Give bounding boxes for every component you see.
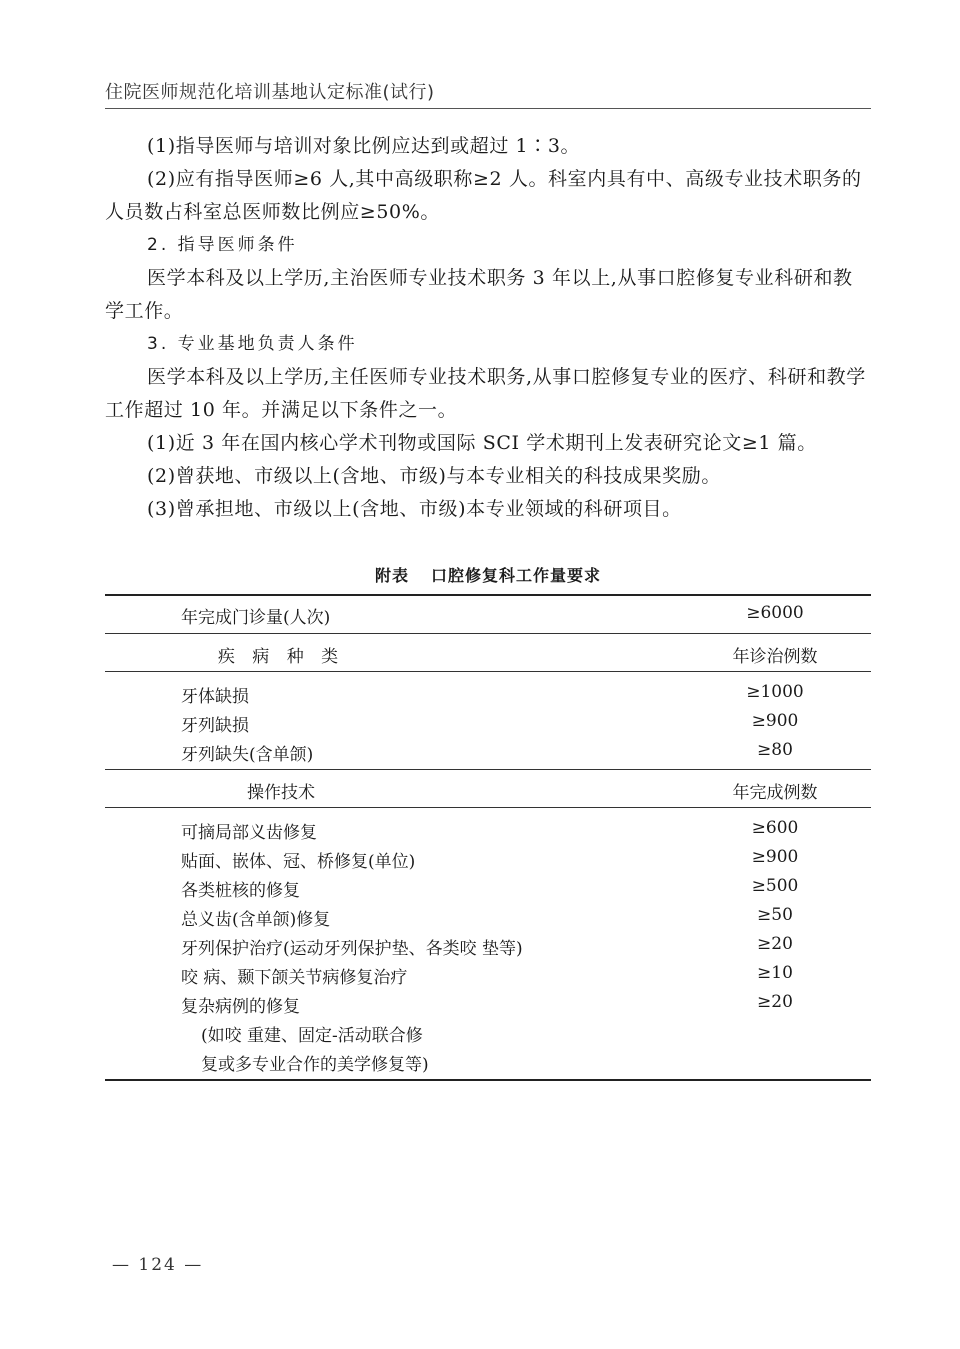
disease-count: ≥900 [751, 711, 799, 731]
technique-count: ≥10 [757, 963, 793, 983]
disease-type-header: 疾 病 种 类 [217, 647, 345, 667]
table-row [105, 843, 871, 872]
table-row [105, 959, 871, 988]
complex-case-note: 复或多专业合作的美学修复等) [201, 1055, 429, 1075]
section-heading-3: 3. 专业基地负责人条件 [147, 334, 358, 354]
disease-group [105, 672, 871, 769]
annual-visits-value: ≥6000 [746, 603, 804, 623]
table-caption [105, 563, 871, 586]
technique-name: 可摘局部义齿修复 [181, 823, 317, 843]
table-row [105, 707, 871, 736]
paragraph-staff: (2)应有指导医师≥6 人,其中高级职称≥2 人。科室内具有中、高级专业技术职务的人员数占科室总医师数比例应≥50%。 [105, 168, 862, 223]
page-number: — 124 — [112, 1255, 204, 1275]
paragraph-condition-3: (3)曾承担地、市级以上(含地、市级)本专业领域的科研项目。 [147, 498, 682, 520]
complex-case-note-line [105, 1046, 871, 1075]
technique-group [105, 808, 871, 1079]
technique-name: 牙列保护治疗(运动牙列保护垫、各类咬 垫等) [181, 939, 523, 959]
technique-name: 总义齿(含单颌)修复 [181, 910, 331, 930]
disease-header-row [105, 633, 871, 672]
technique-count-header: 年完成例数 [732, 783, 818, 803]
section-heading-2: 2. 指导医师条件 [147, 235, 298, 255]
paragraph-ratio: (1)指导医师与培训对象比例应达到或超过 1∶3。 [147, 135, 581, 157]
table-row [105, 872, 871, 901]
disease-name: 牙体缺损 [181, 687, 249, 707]
disease-name: 牙列缺失(含单颌) [181, 745, 314, 765]
technique-header-row [105, 769, 871, 808]
paragraph-mentor-conditions: 医学本科及以上学历,主治医师专业技术职务 3 年以上,从事口腔修复专业科研和教学工作。 [105, 267, 853, 322]
technique-count: ≥20 [757, 934, 793, 954]
paragraph-condition-1: (1)近 3 年在国内核心学术刊物或国际 SCI 学术期刊上发表研究论文≥1 篇。 [147, 432, 817, 454]
technique-count: ≥600 [751, 818, 799, 838]
technique-count: ≥900 [751, 847, 799, 867]
technique-count: ≥500 [751, 876, 799, 896]
technique-count: ≥50 [757, 905, 793, 925]
paragraph-condition-2: (2)曾获地、市级以上(含地、市级)与本专业相关的科技成果奖励。 [147, 465, 721, 487]
table-row [105, 988, 871, 1017]
table-row [105, 901, 871, 930]
workload-table [105, 594, 871, 1081]
table-row [105, 736, 871, 765]
table-caption-label: 附表 [374, 566, 409, 585]
technique-name: 贴面、嵌体、冠、桥修复(单位) [181, 852, 416, 872]
technique-name: 复杂病例的修复 [181, 997, 300, 1017]
paragraph-director-conditions: 医学本科及以上学历,主任医师专业技术职务,从事口腔修复专业的医疗、科研和教学工作超过 10 年。并满足以下条件之一。 [105, 366, 866, 421]
table-row [105, 930, 871, 959]
annual-visits-label: 年完成门诊量(人次) [181, 608, 331, 628]
table-row [105, 814, 871, 843]
running-header [105, 74, 871, 109]
technique-header: 操作技术 [247, 783, 315, 803]
disease-count-header: 年诊治例数 [732, 647, 818, 667]
annual-visits-row [105, 596, 871, 633]
technique-name: 各类桩核的修复 [181, 881, 300, 901]
technique-count: ≥20 [757, 992, 793, 1012]
complex-case-note-line [105, 1017, 871, 1046]
disease-name: 牙列缺损 [181, 716, 249, 736]
complex-case-note: (如咬 重建、固定-活动联合修 [201, 1026, 423, 1046]
header-title: 住院医师规范化培训基地认定标准(试行) [105, 82, 435, 103]
disease-count: ≥1000 [746, 682, 804, 702]
disease-count: ≥80 [757, 740, 793, 760]
table-row [105, 678, 871, 707]
technique-name: 咬 病、颞下颌关节病修复治疗 [181, 968, 408, 988]
table-caption-title: 口腔修复科工作量要求 [431, 566, 602, 585]
